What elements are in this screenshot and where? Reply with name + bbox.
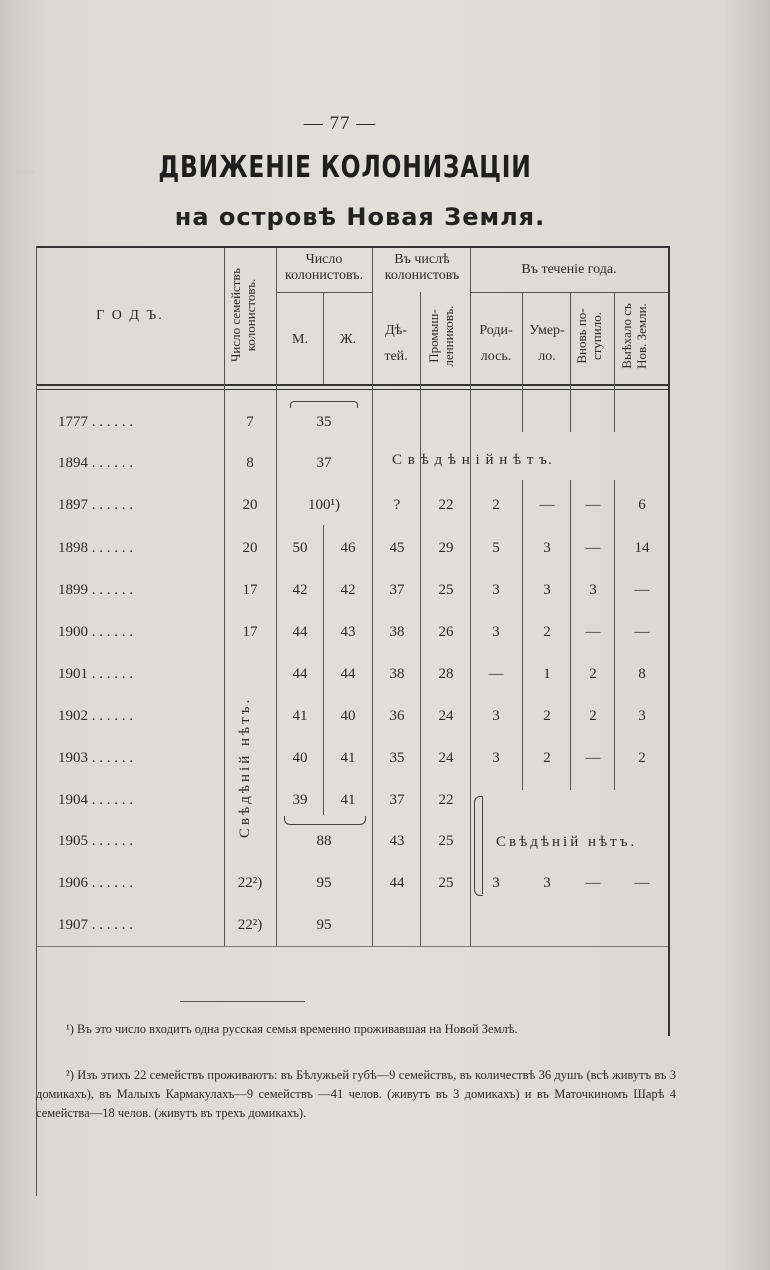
cell-industrialists: 26 <box>438 624 454 640</box>
cell-children: 37 <box>389 582 405 598</box>
cell-left: 8 <box>638 666 646 682</box>
col-line <box>522 480 523 790</box>
cell-arrived: — <box>585 624 601 640</box>
cell-male: 40 <box>292 750 308 766</box>
footnote-1: ¹) Въ это число входитъ одна русская семья временно проживавшая на Новой Землѣ. <box>66 1022 518 1036</box>
header-sub-rule <box>276 292 372 293</box>
header-colonists: Число колонистовъ. <box>284 252 364 283</box>
cell-industrialists: 25 <box>438 582 454 598</box>
row-year: 1904 . . . . . . <box>58 792 133 808</box>
col-line <box>614 292 615 432</box>
header-sub-rule <box>470 292 668 293</box>
cell-female: 40 <box>340 708 356 724</box>
cell-industrialists: 22 <box>438 497 454 513</box>
cell-industrialists: 25 <box>438 833 454 849</box>
cell-left: — <box>634 624 650 640</box>
cell-left: 6 <box>638 497 646 513</box>
cell-industrialists: 25 <box>438 875 454 891</box>
no-info-families: Свѣдѣній нѣтъ. <box>237 696 253 838</box>
cell-families: 17 <box>242 624 258 640</box>
cell-industrialists: 29 <box>438 540 454 556</box>
cell-children: 38 <box>389 624 405 640</box>
cell-female: 44 <box>340 666 356 682</box>
cell-families: 8 <box>246 455 254 471</box>
row-year: 1906 . . . . . . <box>58 875 133 891</box>
cell-families: 20 <box>242 497 258 513</box>
no-info-1894: С в ѣ д ѣ н і й н ѣ т ъ. <box>392 452 553 468</box>
brace-1777-total <box>290 401 358 408</box>
col-line <box>224 248 225 946</box>
header-female: Ж. <box>339 332 357 347</box>
cell-female: 41 <box>340 792 356 808</box>
col-line <box>372 248 373 946</box>
header-among: Въ числѣ колонистовъ <box>384 252 460 283</box>
row-year: 1907 . . . . . . <box>58 917 133 933</box>
row-year: 1902 . . . . . . <box>58 708 133 724</box>
cell-children: ? <box>393 497 401 513</box>
cell-arrived: 3 <box>589 582 597 598</box>
cell-left: 3 <box>638 708 646 724</box>
cell-arrived: — <box>585 540 601 556</box>
col-line-mf <box>323 292 324 384</box>
cell-died: — <box>539 497 555 513</box>
no-info-1905: Свѣдѣній нѣтъ. <box>496 834 638 850</box>
row-year: 1900 . . . . . . <box>58 624 133 640</box>
cell-died: 2 <box>543 624 551 640</box>
col-line-mf <box>323 525 324 815</box>
header-born: Роди- лось. <box>479 323 513 364</box>
cell-born: 2 <box>492 497 500 513</box>
footnote-2: ²) Изъ этихъ 22 семействъ проживаютъ: въ Бѣлужьей губѣ—9 семействъ, въ количествѣ 36 душъ (всѣ живутъ въ 3 домикахъ), въ Малыхъ Кармакулахъ—9 семействъ —41 челов. (живутъ въ 3 домикахъ) и въ Маточкиномъ Шарѣ 4 семейства—18 челов. (живутъ въ трехъ домикахъ). <box>36 1068 676 1120</box>
cell-total: 95 <box>316 875 332 891</box>
row-year: 1897 . . . . . . <box>58 497 133 513</box>
header-industrialists: Промыш- ленниковъ. <box>426 305 456 367</box>
cell-left: 14 <box>634 540 650 556</box>
cell-children: 38 <box>389 666 405 682</box>
cell-children: 36 <box>389 708 405 724</box>
cell-families: 7 <box>246 414 254 430</box>
cell-families: 17 <box>242 582 258 598</box>
cell-arrived: — <box>585 750 601 766</box>
cell-families: 22²) <box>237 917 263 933</box>
page-subtitle: на островѣ Новая Земля. <box>174 203 546 231</box>
header-arrived: Вновь по- ступило. <box>574 308 604 364</box>
row-year: 1903 . . . . . . <box>58 750 133 766</box>
table-bottom-rule <box>36 946 668 947</box>
cell-children: 43 <box>389 833 405 849</box>
row-year: 1898 . . . . . . <box>58 540 133 556</box>
cell-died: 2 <box>543 708 551 724</box>
left-border <box>36 246 37 1196</box>
header-children: Дѣ- тей. <box>384 323 408 364</box>
cell-born: 5 <box>492 540 500 556</box>
col-line <box>420 292 421 946</box>
cell-male: 50 <box>292 540 308 556</box>
bleed-through-text: — <box>8 154 36 187</box>
cell-died: 3 <box>543 540 551 556</box>
right-border <box>668 246 670 1036</box>
row-year: 1905 . . . . . . <box>58 833 133 849</box>
header-died: Умер- ло. <box>529 323 565 364</box>
cell-female: 43 <box>340 624 356 640</box>
cell-families: 22²) <box>237 875 263 891</box>
cell-industrialists: 28 <box>438 666 454 682</box>
cell-industrialists: 24 <box>438 750 454 766</box>
col-line <box>276 248 277 946</box>
cell-born: 3 <box>492 582 500 598</box>
cell-female: 42 <box>340 582 356 598</box>
cell-children: 35 <box>389 750 405 766</box>
cell-male: 39 <box>292 792 308 808</box>
cell-arrived: — <box>585 497 601 513</box>
cell-children: 44 <box>389 875 405 891</box>
cell-total: 88 <box>316 833 332 849</box>
cell-died: 3 <box>543 875 551 891</box>
cell-total: 95 <box>316 917 332 933</box>
cell-born: 3 <box>492 624 500 640</box>
col-line <box>570 292 571 432</box>
header-families: Число семействъ колонистовъ. <box>228 267 258 363</box>
row-year: 1899 . . . . . . <box>58 582 133 598</box>
header-left: Выѣхало съ Нов. Земли. <box>619 303 649 369</box>
row-year: 1901 . . . . . . <box>58 666 133 682</box>
cell-arrived: 2 <box>589 708 597 724</box>
page-number: — 77 — <box>303 113 377 134</box>
cell-born: — <box>488 666 504 682</box>
cell-died: 3 <box>543 582 551 598</box>
cell-male: 42 <box>292 582 308 598</box>
table-top-rule <box>36 246 668 248</box>
header-male: М. <box>292 332 308 347</box>
cell-born: 3 <box>492 708 500 724</box>
col-line <box>614 480 615 790</box>
footnote-divider <box>180 1001 305 1002</box>
cell-families: 20 <box>242 540 258 556</box>
cell-male: 41 <box>292 708 308 724</box>
header-during-year: Въ теченіе года. <box>521 262 617 277</box>
cell-arrived: — <box>585 875 601 891</box>
cell-total: 35 <box>316 414 332 430</box>
cell-died: 1 <box>543 666 551 682</box>
page-title: ДВИЖЕНІЕ КОЛОНИЗАЦІИ <box>158 150 532 185</box>
row-year: 1777 . . . . . . <box>58 414 133 430</box>
col-line <box>570 480 571 790</box>
row-year: 1894 . . . . . . <box>58 455 133 471</box>
header-year: Г О Д Ъ. <box>96 308 164 323</box>
cell-born: 3 <box>492 875 500 891</box>
col-line <box>522 292 523 432</box>
cell-total: 100¹) <box>308 497 340 513</box>
cell-left: — <box>634 875 650 891</box>
cell-left: 2 <box>638 750 646 766</box>
cell-total: 37 <box>316 455 332 471</box>
col-line <box>470 248 471 946</box>
cell-born: 3 <box>492 750 500 766</box>
brace-1905-total <box>284 816 366 825</box>
cell-female: 46 <box>340 540 356 556</box>
cell-children: 45 <box>389 540 405 556</box>
cell-children: 37 <box>389 792 405 808</box>
cell-male: 44 <box>292 666 308 682</box>
cell-male: 44 <box>292 624 308 640</box>
cell-industrialists: 22 <box>438 792 454 808</box>
cell-arrived: 2 <box>589 666 597 682</box>
cell-industrialists: 24 <box>438 708 454 724</box>
header-bottom-rule-2 <box>36 389 668 390</box>
cell-left: — <box>634 582 650 598</box>
header-bottom-rule <box>36 384 668 386</box>
cell-died: 2 <box>543 750 551 766</box>
cell-female: 41 <box>340 750 356 766</box>
